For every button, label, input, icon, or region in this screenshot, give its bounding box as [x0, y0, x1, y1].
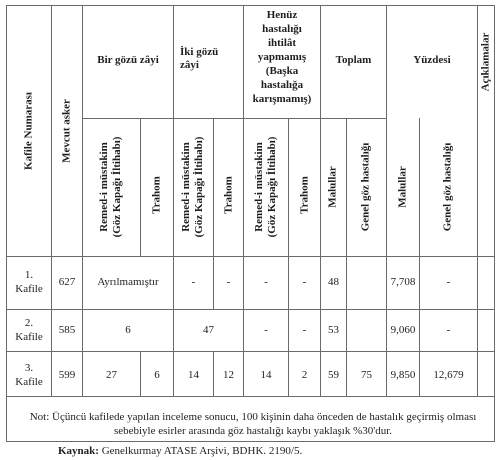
- row1-yuzde-malul: 7,708: [390, 276, 416, 288]
- header-iki-gozu-zayi: [180, 46, 238, 72]
- source-line: [58, 445, 302, 457]
- row3-bir-trahom: 6: [154, 369, 160, 381]
- row1-kafile-l2: Kafile: [15, 283, 43, 295]
- subheader-henuz-remed: [253, 137, 279, 238]
- table-note: Not: Üçüncü kafilede yapılan inceleme sonucu, 100 kişinin daha önceden de hastalık geçirmiş olması sebebiyle esirler arasında göz hastalığı kaybı yaklaşık %30'dur.: [29, 411, 477, 437]
- row2-kafile-l1: 2.: [24, 317, 34, 329]
- row3-mevcut: 599: [58, 369, 76, 381]
- subcol-bir: [140, 118, 141, 257]
- row1-iki-trahom: -: [226, 276, 231, 288]
- row1-henuz-trahom: -: [302, 276, 307, 288]
- subheader-toplam-malullar: Malullar: [326, 166, 339, 208]
- subheader-bir-remed: [98, 137, 124, 238]
- subheader-iki-remed: [180, 137, 206, 238]
- row2-bottom-line: [6, 351, 495, 352]
- header-mevcut-asker: Mevcut asker: [60, 99, 73, 163]
- subcol-henuz: [288, 118, 289, 397]
- subheader-toplam-genel: Genel göz hastalığı: [359, 142, 372, 232]
- row2-henuz-trahom: -: [302, 324, 307, 336]
- header-aciklamalar: Açıklamalar: [479, 32, 492, 92]
- row1-kafile-l1: 1.: [24, 269, 34, 281]
- row1-iki-remed: -: [191, 276, 196, 288]
- header-henuz-line5: (Başka: [265, 65, 299, 77]
- subheader-bir-trahom: Trahom: [150, 176, 163, 214]
- header-iki-gozu-zayi-text: İki gözü zâyi: [180, 46, 219, 71]
- header-yuzdesi: Yüzdesi: [413, 54, 451, 66]
- subheader-bir-remed-l2: (Göz Kapağı İltihabı): [111, 136, 123, 238]
- row1-mevcut: 627: [58, 276, 76, 288]
- subheader-bir-remed-l1: Remed-i müstakim: [98, 142, 110, 232]
- header-bir-gozu-zayi: Bir gözü zâyi: [97, 54, 159, 66]
- row2-kafile-l2: Kafile: [15, 331, 43, 343]
- row2-henuz-remed: -: [264, 324, 268, 336]
- row2-yuzde-genel: -: [446, 324, 451, 336]
- header-henuz-line3: ihtilât: [267, 37, 297, 49]
- table-border-top: [6, 5, 495, 6]
- header-toplam: Toplam: [335, 54, 372, 66]
- col-divider-yuzde: [477, 5, 478, 397]
- row3-toplam-malul: 59: [328, 369, 339, 381]
- subheader-iki-remed-l1: Remed-i müstakim: [180, 142, 192, 232]
- subheader-iki-remed-l2: (Göz Kapağı İltihabı): [193, 136, 205, 238]
- header-henuz-line6: hastalığa: [260, 79, 304, 91]
- col-divider-kafile: [51, 5, 52, 397]
- row3-bottom-line: [6, 396, 495, 397]
- row1-yuzde-genel: -: [446, 276, 451, 288]
- source-label: Kaynak:: [58, 445, 99, 457]
- row1-bottom-line: [6, 309, 495, 310]
- subcol-yuzde: [419, 118, 420, 397]
- col-divider-bir: [173, 5, 174, 397]
- subheader-yuzde-malullar: Malullar: [396, 166, 409, 208]
- row3-iki-remed: 14: [188, 369, 199, 381]
- row3-kafile-l1: 3.: [24, 362, 34, 374]
- row3-henuz-trahom: 2: [301, 369, 308, 381]
- header-bottom-line: [6, 256, 495, 257]
- row3-yuzde-malul: 9,850: [390, 369, 416, 381]
- row3-toplam-genel: 75: [361, 369, 372, 381]
- row1-bir-merged: Ayrılmamıştır: [97, 276, 159, 288]
- row2-yuzde-malul: 9,060: [390, 324, 416, 336]
- table-border-right: [494, 5, 495, 442]
- note-bottom-line: [6, 441, 495, 442]
- row2-mevcut: 585: [58, 324, 76, 336]
- subcol-toplam: [346, 118, 347, 397]
- row2-iki-merged: 47: [203, 324, 214, 336]
- row3-bir-remed: 27: [106, 369, 117, 381]
- subheader-henuz-trahom: Trahom: [298, 176, 311, 214]
- header-henuz-line4: yapmamış: [257, 51, 307, 63]
- header-subdivider: [82, 118, 386, 119]
- header-henuz-line2: hastalığı: [262, 23, 302, 35]
- source-text: Genelkurmay ATASE Arşivi, BDHK. 2190/5.: [98, 445, 303, 457]
- note-border-left: [6, 396, 7, 442]
- subheader-iki-trahom: Trahom: [222, 176, 235, 214]
- row3-kafile-l2: Kafile: [15, 376, 43, 388]
- header-henuz-line7: karışmamış): [252, 93, 312, 105]
- header-kafile-numarasi: Kafile Numarası: [22, 92, 35, 170]
- header-henuz-line1: Henüz: [266, 9, 298, 21]
- subheader-henuz-remed-l1: Remed-i müstakim: [253, 142, 265, 232]
- row2-toplam-malul: 53: [328, 324, 339, 336]
- row2-bir-merged: 6: [125, 324, 131, 336]
- row1-henuz-remed: -: [264, 276, 268, 288]
- row1-toplam-malul: 48: [328, 276, 339, 288]
- row3-iki-trahom: 12: [223, 369, 234, 381]
- subheader-yuzde-genel: Genel göz hastalığı: [441, 142, 454, 232]
- subheader-henuz-remed-l2: (Göz Kapağı İltihabı): [266, 136, 278, 238]
- row3-yuzde-genel: 12,679: [433, 369, 464, 381]
- row3-henuz-remed: 14: [260, 369, 272, 381]
